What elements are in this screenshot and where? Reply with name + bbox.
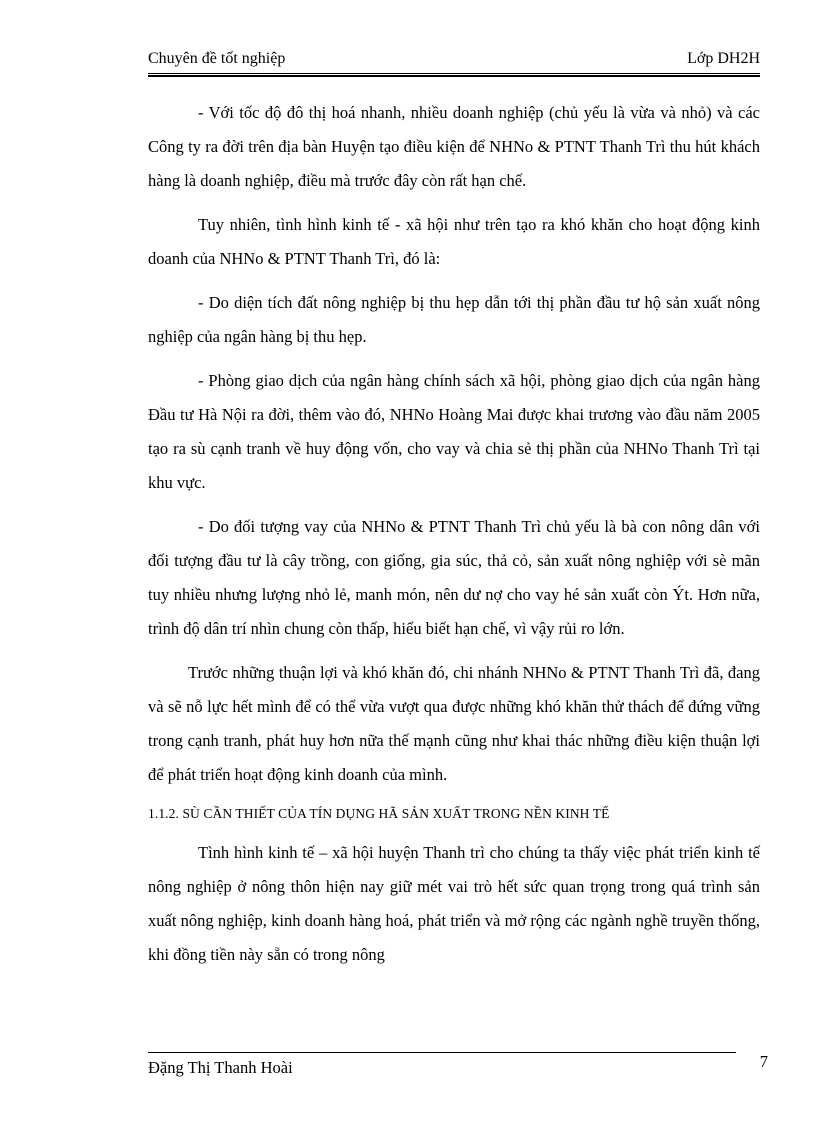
header-rule-thick bbox=[148, 75, 760, 77]
header-rule-thin bbox=[148, 73, 760, 74]
header-class: Lớp DH2H bbox=[687, 50, 760, 67]
paragraph-1: - Với tốc độ đô thị hoá nhanh, nhiều doanh nghiệp (chủ yếu là vừa và nhỏ) và các Công ty ra đời trên địa bàn Huyện tạo điều kiện để NHNo & PTNT Thanh Trì thu hút khách hàng là doanh nghiệp, điều mà trước đây còn rất hạn chế. bbox=[148, 103, 760, 190]
page-body bbox=[148, 96, 760, 982]
footer-author: Đặng Thị Thanh Hoài bbox=[148, 1058, 293, 1077]
paragraph-4: - Phòng giao dịch của ngân hàng chính sách xã hội, phòng giao dịch của ngân hàng Đầu tư Hà Nội ra đời, thêm vào đó, NHNo Hoàng Mai được khai trương vào đầu năm 2005 tạo ra sù cạnh tranh về huy động vốn, cho vay và chia sẻ thị phần của NHNo Thanh Trì tại khu vực. bbox=[148, 371, 760, 492]
paragraph-7: Tình hình kinh tế – xã hội huyện Thanh trì cho chúng ta thấy việc phát triển kinh tế nông nghiệp ở nông thôn hiện nay giữ mét vai trò hết sức quan trọng trong quá trình sản xuất nông nghiệp, kinh doanh hàng hoá, phát triển và mở rộng các ngành nghề truyền thống, khi đồng tiền này sẵn có trong nông bbox=[148, 843, 760, 964]
paragraph-6: Trước những thuận lợi và khó khăn đó, chi nhánh NHNo & PTNT Thanh Trì đã, đang và sẽ nỗ lực hết mình để có thể vừa vượt qua được những khó khăn thử thách để đứng vững trong cạnh tranh, phát huy hơn nữa thế mạnh cũng như khai thác những điều kiện thuận lợi để phát triển hoạt động kinh doanh của mình. bbox=[148, 663, 760, 784]
section-heading: 1.1.2. SÙ CẦN THIẾT CỦA TÍN DỤNG HÃ SẢN XUẤT TRONG NỀN KINH TẾ bbox=[148, 806, 610, 821]
paragraph-3: - Do diện tích đất nông nghiệp bị thu hẹp dẫn tới thị phần đầu tư hộ sản xuất nông nghiệp của ngân hàng bị thu hẹp. bbox=[148, 293, 760, 346]
page-header bbox=[148, 50, 760, 72]
page-number: 7 bbox=[759, 1052, 768, 1071]
header-title: Chuyên đề tốt nghiệp bbox=[148, 50, 286, 67]
paragraph-2: Tuy nhiên, tình hình kinh tế - xã hội như trên tạo ra khó khăn cho hoạt động kinh doanh của NHNo & PTNT Thanh Trì, đó là: bbox=[148, 215, 760, 268]
paragraph-5: - Do đối tượng vay của NHNo & PTNT Thanh Trì chủ yếu là bà con nông dân với đối tượng đầu tư là cây trồng, con giống, gia súc, thả cỏ, sản xuất nông nghiệp với sè mãn tuy nhiều nhưng lượng nhỏ lẻ, manh món, nên dư nợ cho vay hé sản xuất còn Ýt. Hơn nữa, trình độ dân trí nhìn chung còn thấp, hiểu biết hạn chế, vì vậy rủi ro lớn. bbox=[148, 517, 760, 638]
footer-rule bbox=[148, 1052, 736, 1053]
